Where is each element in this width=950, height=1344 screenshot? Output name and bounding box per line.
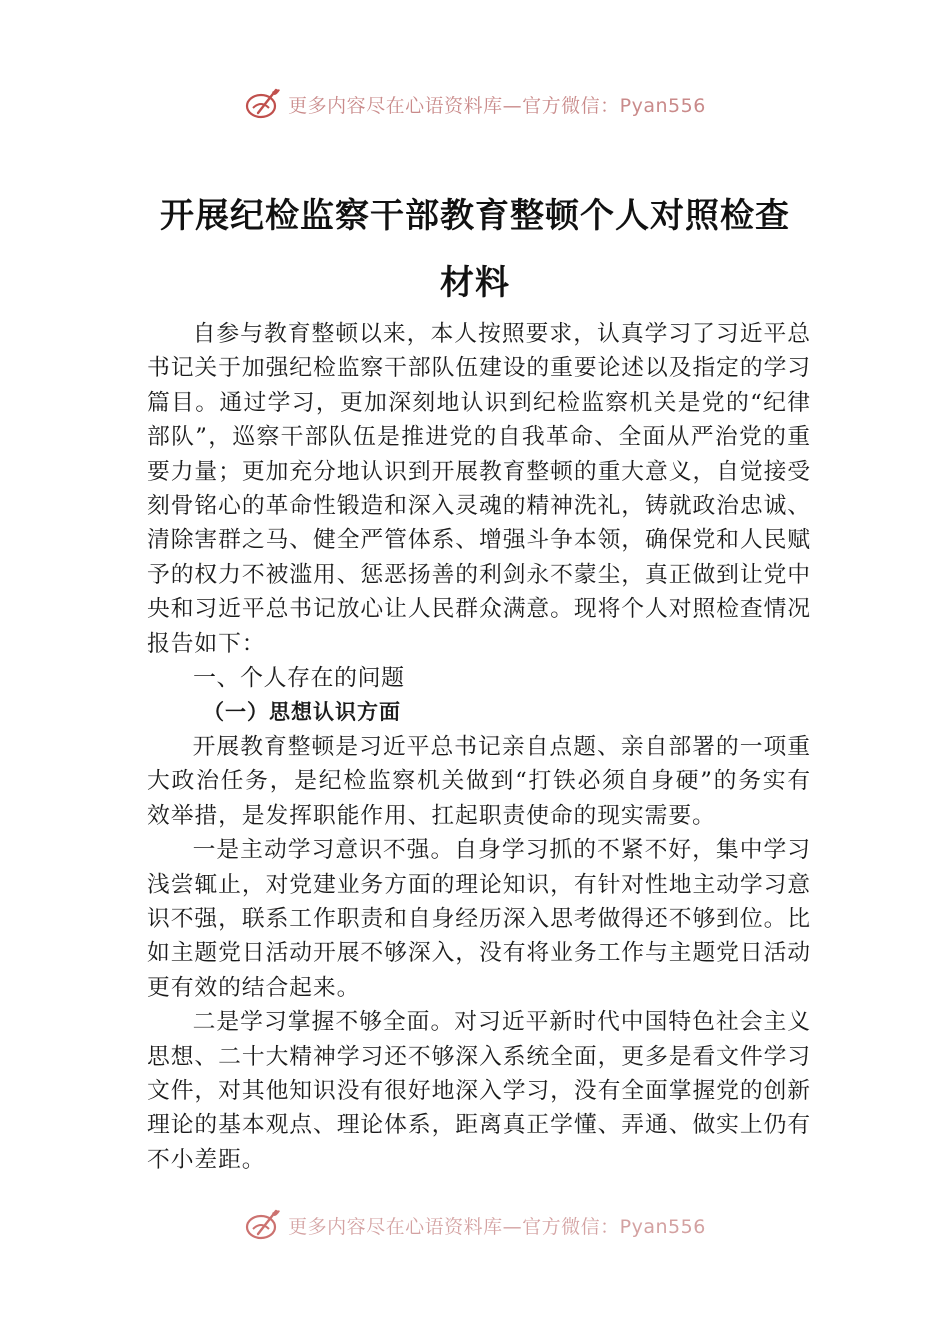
intro-paragraph: 自参与教育整顿以来，本人按照要求，认真学习了习近平总书记关于加强纪检监察干部队伍建设的重要论述以及指定的学习篇目。通过学习，更加深刻地认识到纪检监察机关是党的“纪律部队”，巡察干部队伍是推进党的自我革命、全面从严治党的重要力量；更加充分地认识到开展教育整顿的重大意义，自觉接受刻骨铭心的革命性锻造和深入灵魂的精神洗礼，铸就政治忠诚、清除害群之马、健全严管体系、增强斗争本领，确保党和人民赋予的权力不被滥用、惩恶扬善的利剑永不蒙尘，真正做到让党中央和习近平总书记放心让人民群众满意。现将个人对照检查情况报告如下： — [147, 321, 811, 657]
document-title-line2: 材料 — [440, 263, 510, 303]
book-quill-logo-icon — [244, 1207, 282, 1243]
document-body — [147, 317, 811, 1177]
watermark-header — [0, 86, 950, 122]
book-quill-logo-icon — [244, 86, 282, 122]
watermark-text: 更多内容尽在心语资料库—官方微信：Pyan556 — [288, 1215, 706, 1238]
subsection-heading: （一）思想认识方面 — [203, 699, 401, 725]
watermark-text: 更多内容尽在心语资料库—官方微信：Pyan556 — [288, 94, 706, 117]
section-heading: 一、个人存在的问题 — [193, 665, 405, 692]
body-paragraph: 开展教育整顿是习近平总书记亲自点题、亲自部署的一项重大政治任务，是纪检监察机关做到“打铁必须自身硬”的务实有效举措，是发挥职能作用、扛起职责使命的现实需要。 — [147, 733, 811, 829]
body-paragraph: 一是主动学习意识不强。自身学习抓的不紧不好，集中学习浅尝辄止，对党建业务方面的理论知识，有针对性地主动学习意识不强，联系工作职责和自身经历深入思考做得还不够到位。比如主题党日活动开展不够深入，没有将业务工作与主题党日活动更有效的结合起来。 — [147, 837, 811, 1001]
document-title-line1: 开展纪检监察干部教育整顿个人对照检查 — [160, 196, 790, 236]
watermark-footer — [0, 1207, 950, 1243]
body-paragraph: 二是学习掌握不够全面。对习近平新时代中国特色社会主义思想、二十大精神学习还不够深入系统全面，更多是看文件学习文件，对其他知识没有很好地深入学习，没有全面掌握党的创新理论的基本观点、理论体系，距离真正学懂、弄通、做实上仍有不小差距。 — [147, 1009, 811, 1173]
